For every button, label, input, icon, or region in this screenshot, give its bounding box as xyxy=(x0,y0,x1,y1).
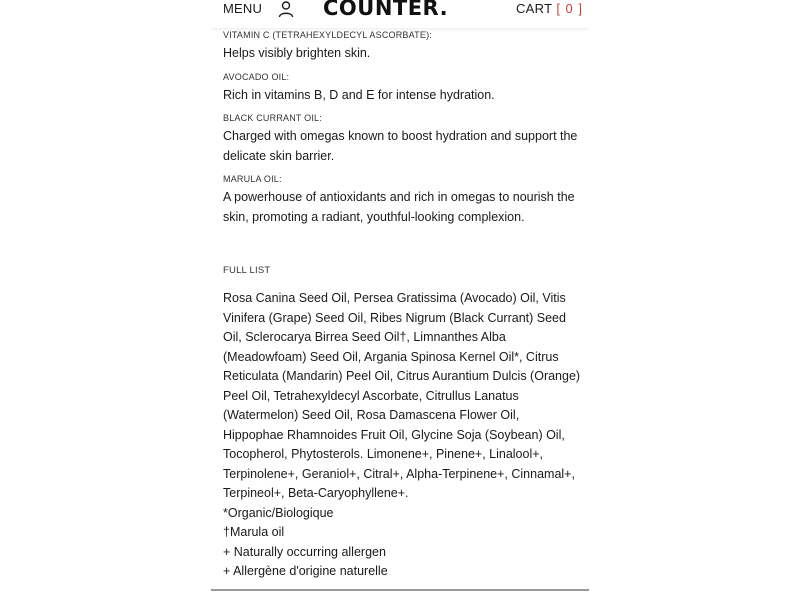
note-allergen-fr: + Allergène d'origine naturelle xyxy=(223,564,388,578)
ingredient-description: A powerhouse of antioxidants and rich in omegas to nourish the skin, promoting a radiant, youthful-looking complexion. xyxy=(223,190,575,224)
site-header xyxy=(211,0,589,28)
note-organic: *Organic/Biologique xyxy=(223,505,334,520)
ingredient-name: MARULA OIL: xyxy=(223,174,282,184)
ingredient-name: AVOCADO OIL: xyxy=(223,71,290,82)
ingredients-content xyxy=(223,26,583,582)
logo[interactable]: COUNTER. xyxy=(323,0,449,20)
full-list-section xyxy=(223,265,583,582)
ingredient-description: Charged with omegas known to boost hydration and support the delicate skin barrier. xyxy=(223,129,578,163)
ingredient-description: Rich in vitamins B, D and E for intense hydration. xyxy=(223,87,495,102)
menu-button[interactable]: MENU xyxy=(223,1,263,16)
full-ingredient-list: Rosa Canina Seed Oil, Persea Gratissima (Avocado) Oil, Vitis Vinifera (Grape) Seed Oil, Ribes Nigrum (Black Currant) Seed Oil, Sclerocarya Birrea Seed Oil†, Limnanthes Alba (Meadowfoam) Seed Oil, Argania Spinosa Kernel Oil*, Citrus Reticulata (Mandarin) Peel Oil, Citrus Aurantium Dulcis (Orange) Peel Oil, Tetrahexyldecyl Ascorbate, Citrullus Lanatus (Watermelon) Seed Oil, Rosa Damascena Flower Oil, Hippophae Rhamnoides Fruit Oil, Glycine Soja (Soybean) Oil, Tocopherol, Phytosterols. Limonene+, Pinene+, Linalool+, Terpinolene+, Geraniol+, Citral+, Alpha-Terpinene+, Cinnamal+, Terpineol+, Beta-Caryophyllene+. xyxy=(223,291,581,500)
mobile-viewport xyxy=(211,0,589,590)
ingredient-name: VITAMIN C (TETRAHEXYLDECYL ASCORBATE): xyxy=(223,30,432,40)
note-allergen-en: + Naturally occurring allergen xyxy=(223,544,386,559)
full-list-title: FULL LIST xyxy=(223,265,271,276)
ingredient-block xyxy=(223,113,583,166)
user-icon[interactable] xyxy=(277,0,295,18)
ingredient-name: BLACK CURRANT OIL: xyxy=(223,113,322,123)
note-marula: †Marula oil xyxy=(223,525,285,539)
ingredient-description: Helps visibly brighten skin. xyxy=(223,46,371,60)
cart-count: [ 0 ] xyxy=(556,1,583,16)
ingredient-block xyxy=(223,30,583,64)
ingredient-block xyxy=(223,174,583,227)
cart-label: CART xyxy=(515,1,553,16)
cart-button[interactable] xyxy=(516,1,583,16)
ingredient-block xyxy=(223,72,583,106)
bottom-divider xyxy=(211,589,589,591)
